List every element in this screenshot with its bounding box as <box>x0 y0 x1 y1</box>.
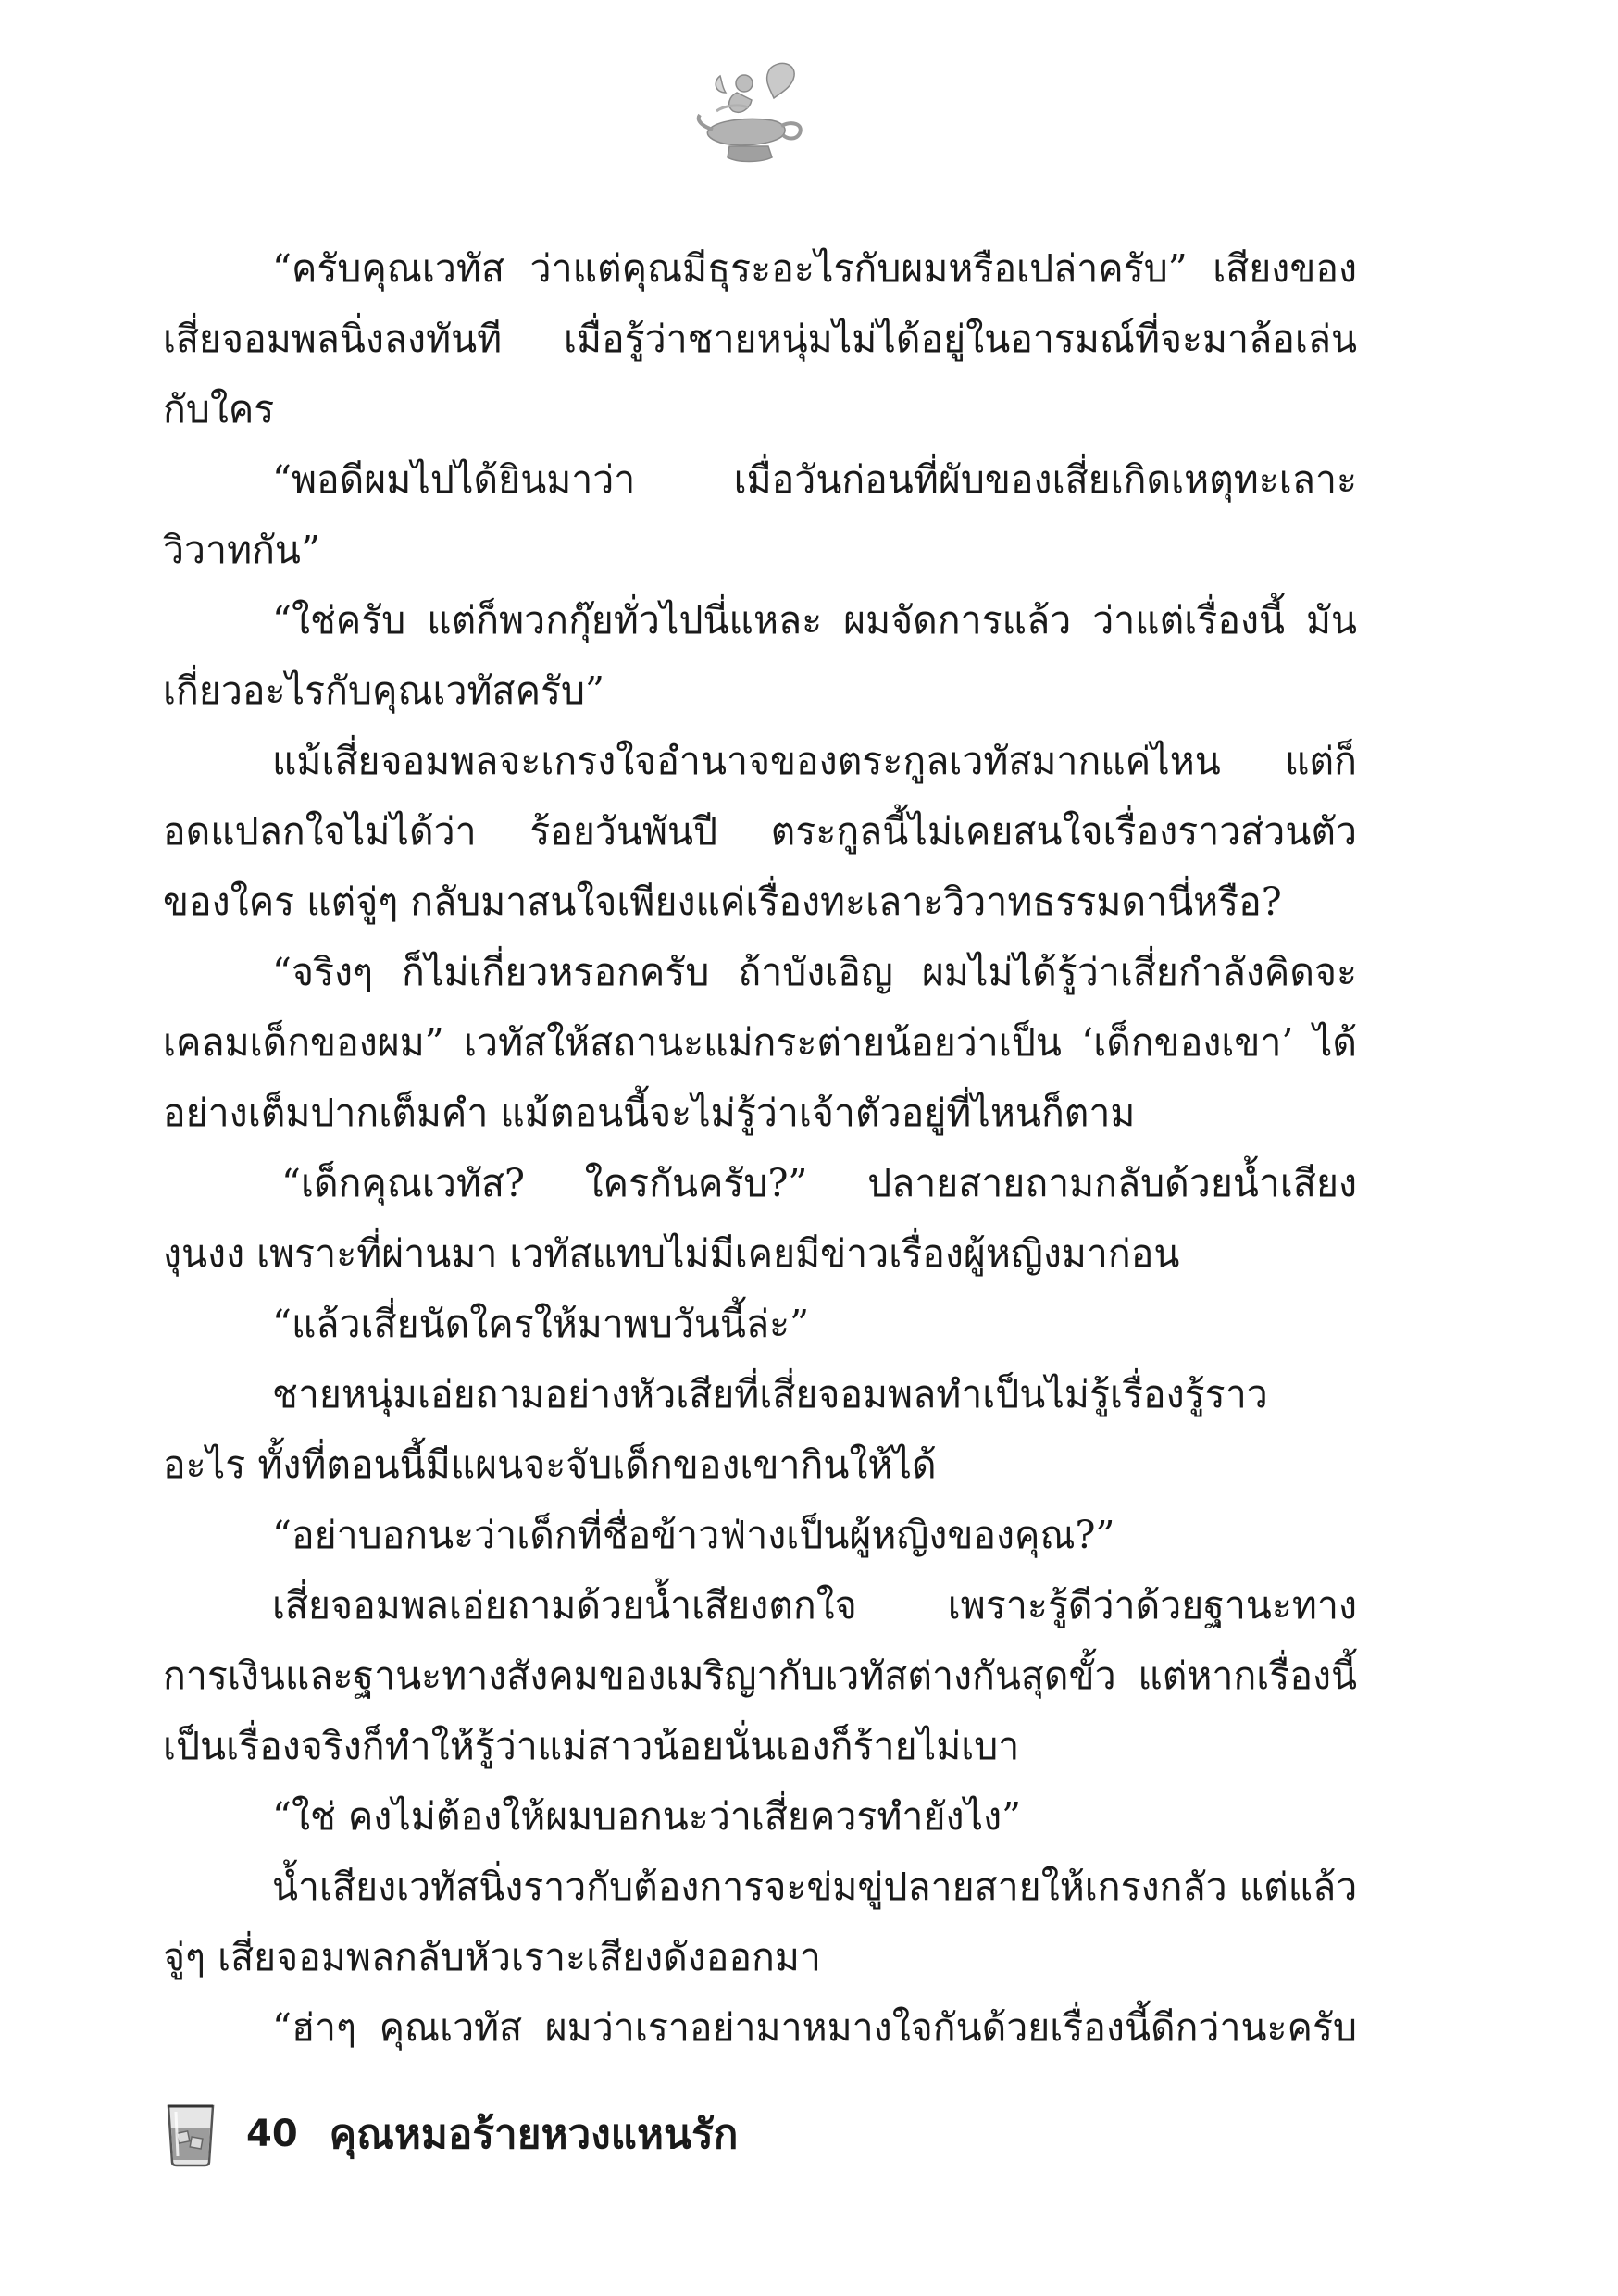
text-line: เป็นเรื่องจริงก็ทำให้รู้ว่าแม่สาวน้อยนั่นเองก็ร้ายไม่เบา <box>163 1724 1020 1768</box>
whisky-glass-icon <box>163 2101 218 2167</box>
text-line: อดแปลกใจไม่ได้ว่า ร้อยวันพันปี ตระกูลนี้ไม่เคยสนใจเรื่องราวส่วนตัว <box>163 809 1357 854</box>
text-line: งุนงง เพราะที่ผ่านมา เวทัสแทบไม่มีเคยมีข่าวเรื่องผู้หญิงมาก่อน <box>163 1231 1180 1276</box>
text-line: วิวาทกัน” <box>163 528 320 572</box>
text-line: การเงินและฐานะทางสังคมของเมริญากับเวทัสต่างกันสุดขั้ว แต่หากเรื่องนี้ <box>163 1653 1357 1698</box>
text-line: เสี่ยจอมพลเอ่ยถามด้วยน้ำเสียงตกใจ เพราะรู้ดีว่าด้วยฐานะทาง <box>272 1583 1357 1628</box>
text-line: แม้เสี่ยจอมพลจะเกรงใจอำนาจของตระกูลเวทัสมากแค่ไหน แต่ก็ <box>272 739 1357 783</box>
text-line: “พอดีผมไปได้ยินมาว่า เมื่อวันก่อนที่ผับของเสี่ยเกิดเหตุทะเลาะ <box>272 457 1357 502</box>
text-line: น้ำเสียงเวทัสนิ่งราวกับต้องการจะข่มขู่ปลายสายให้เกรงกลัว แต่แล้ว <box>272 1865 1357 1909</box>
text-line: “ใช่ครับ แต่ก็พวกกุ๊ยทั่วไปนี่แหละ ผมจัดการแล้ว ว่าแต่เรื่องนี้ มัน <box>272 598 1357 643</box>
text-line: กับใคร <box>163 387 275 431</box>
cupid-teapot-ornament-icon <box>692 56 813 176</box>
page-footer <box>163 2097 738 2171</box>
text-line: จู่ๆ เสี่ยจอมพลกลับหัวเราะเสียงดังออกมา <box>163 1935 821 1979</box>
body-text <box>163 233 1357 2063</box>
text-line: ของใคร แต่จู่ๆ กลับมาสนใจเพียงแค่เรื่องทะเลาะวิวาทธรรมดานี่หรือ? <box>163 880 1282 924</box>
text-line: ชายหนุ่มเอ่ยถามอย่างหัวเสียที่เสี่ยจอมพลทำเป็นไม่รู้เรื่องรู้ราว <box>272 1372 1268 1416</box>
text-line: “จริงๆ ก็ไม่เกี่ยวหรอกครับ ถ้าบังเอิญ ผมไม่ได้รู้ว่าเสี่ยกำลังคิดจะ <box>272 950 1357 994</box>
text-line: “แล้วเสี่ยนัดใครให้มาพบวันนี้ล่ะ” <box>272 1302 810 1346</box>
book-title: คุณหมอร้ายหวงแหนรัก <box>329 2111 739 2158</box>
text-line: เสี่ยจอมพลนิ่งลงทันที เมื่อรู้ว่าชายหนุ่มไม่ได้อยู่ในอารมณ์ที่จะมาล้อเล่น <box>163 317 1357 361</box>
text-line: “อย่าบอกนะว่าเด็กที่ชื่อข้าวฟ่างเป็นผู้หญิงของคุณ?” <box>272 1513 1115 1557</box>
text-line: เคลมเด็กของผม” เวทัสให้สถานะแม่กระต่ายน้อยว่าเป็น ‘เด็กของเขา’ ได้ <box>163 1020 1357 1065</box>
text-line: เกี่ยวอะไรกับคุณเวทัสครับ” <box>163 668 605 713</box>
text-line: “ครับคุณเวทัส ว่าแต่คุณมีธุระอะไรกับผมหรือเปล่าครับ” เสียงของ <box>272 246 1357 291</box>
text-line: “ใช่ คงไม่ต้องให้ผมบอกนะว่าเสี่ยควรทำยังไง” <box>272 1794 1022 1839</box>
text-line: อย่างเต็มปากเต็มคำ แม้ตอนนี้จะไม่รู้ว่าเจ้าตัวอยู่ที่ไหนก็ตาม <box>163 1091 1136 1135</box>
page-number: 40 <box>246 2113 298 2155</box>
text-line: อะไร ทั้งที่ตอนนี้มีแผนจะจับเด็กของเขากินให้ได้ <box>163 1442 937 1487</box>
text-line: “เด็กคุณเวทัส? ใครกันครับ?” ปลายสายถามกลับด้วยน้ำเสียง <box>281 1161 1357 1205</box>
text-line: “ฮ่าๆ คุณเวทัส ผมว่าเราอย่ามาหมางใจกันด้วยเรื่องนี้ดีกว่านะครับ <box>272 2005 1357 2050</box>
